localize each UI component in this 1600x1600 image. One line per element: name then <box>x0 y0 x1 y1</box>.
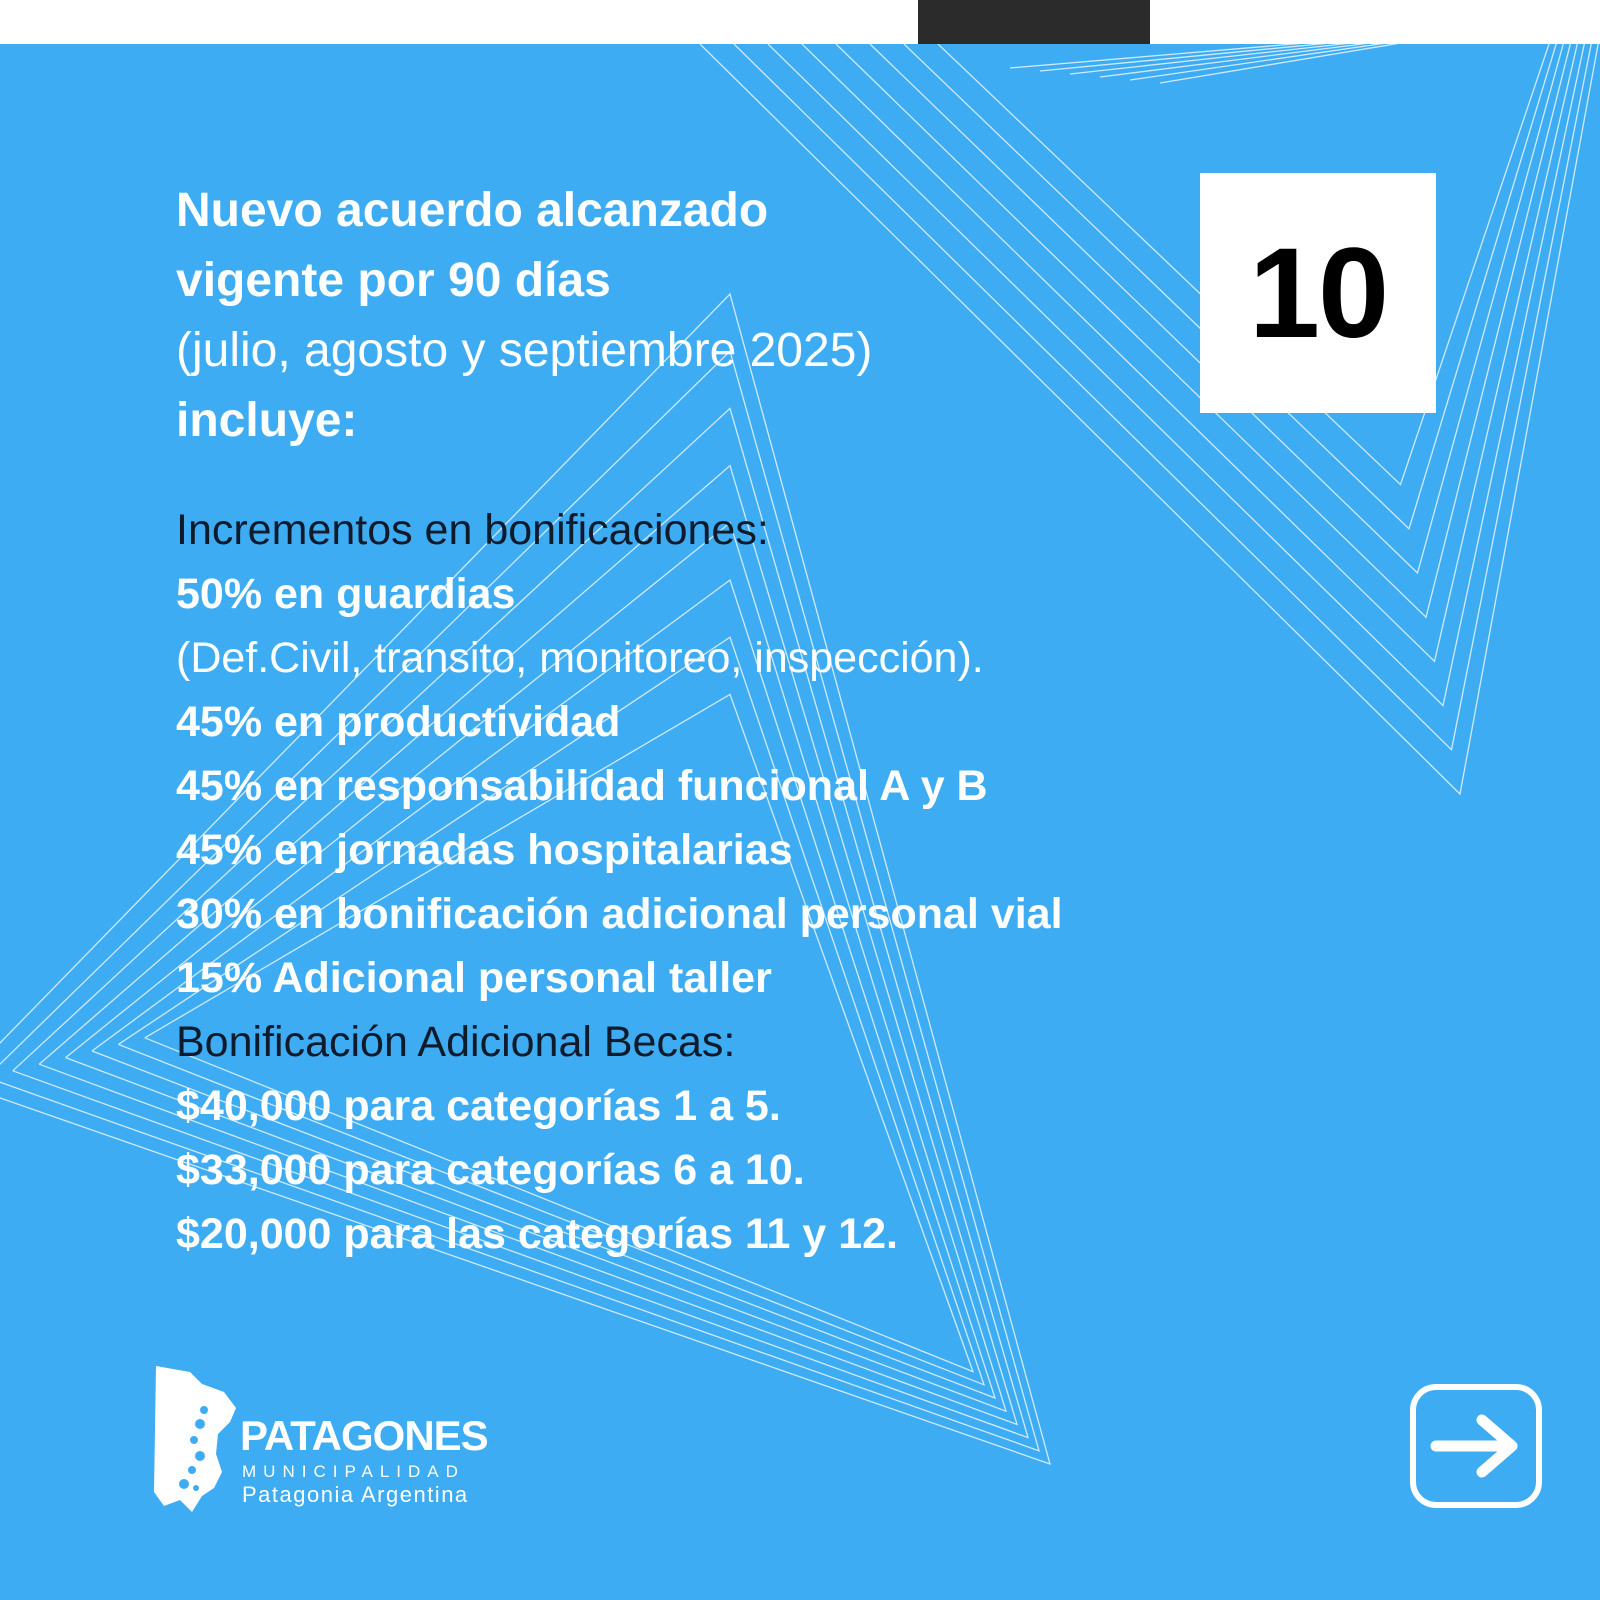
logo-subtitle: MUNICIPALIDAD <box>242 1462 465 1481</box>
slide-content <box>176 176 1276 1266</box>
list-item: 45% en productividad <box>176 698 621 746</box>
arrow-right-icon <box>1428 1411 1524 1481</box>
current-slide-indicator <box>918 0 1150 44</box>
list-item: $40,000 para categorías 1 a 5. <box>176 1082 781 1130</box>
next-slide-button[interactable] <box>1410 1384 1542 1508</box>
top-progress-bar <box>0 0 1600 44</box>
benefits-list <box>176 498 1276 1266</box>
logo-brand: PATAGONES <box>240 1412 488 1459</box>
list-item: 30% en bonificación adicional personal vial <box>176 890 1063 938</box>
slide-panel <box>0 44 1600 1600</box>
decorative-line <box>1100 44 1521 77</box>
includes-label: incluye: <box>176 394 358 447</box>
list-item: 50% en guardias <box>176 570 516 618</box>
page-number-box <box>1200 173 1436 413</box>
headline-line-2: vigente por 90 días <box>176 254 611 307</box>
list-item: 45% en responsabilidad funcional A y B <box>176 762 988 810</box>
decorative-line <box>1070 44 1524 74</box>
period-text: (julio, agosto y septiembre 2025) <box>176 324 873 377</box>
patagones-map-icon <box>150 1362 246 1516</box>
patagones-logo <box>150 1362 530 1522</box>
list-item: 15% Adicional personal taller <box>176 954 772 1002</box>
headline-line-1: Nuevo acuerdo alcanzado <box>176 184 769 237</box>
list-item: $33,000 para categorías 6 a 10. <box>176 1146 805 1194</box>
list-item: Bonificación Adicional Becas: <box>176 1018 736 1066</box>
list-item: $20,000 para las categorías 11 y 12. <box>176 1210 898 1258</box>
list-item: 45% en jornadas hospitalarias <box>176 826 793 874</box>
list-item: Incrementos en bonificaciones: <box>176 506 769 554</box>
page-number: 10 <box>1248 221 1388 365</box>
logo-region: Patagonia Argentina <box>242 1482 469 1507</box>
list-item: (Def.Civil, transito, monitoreo, inspección). <box>176 634 984 682</box>
